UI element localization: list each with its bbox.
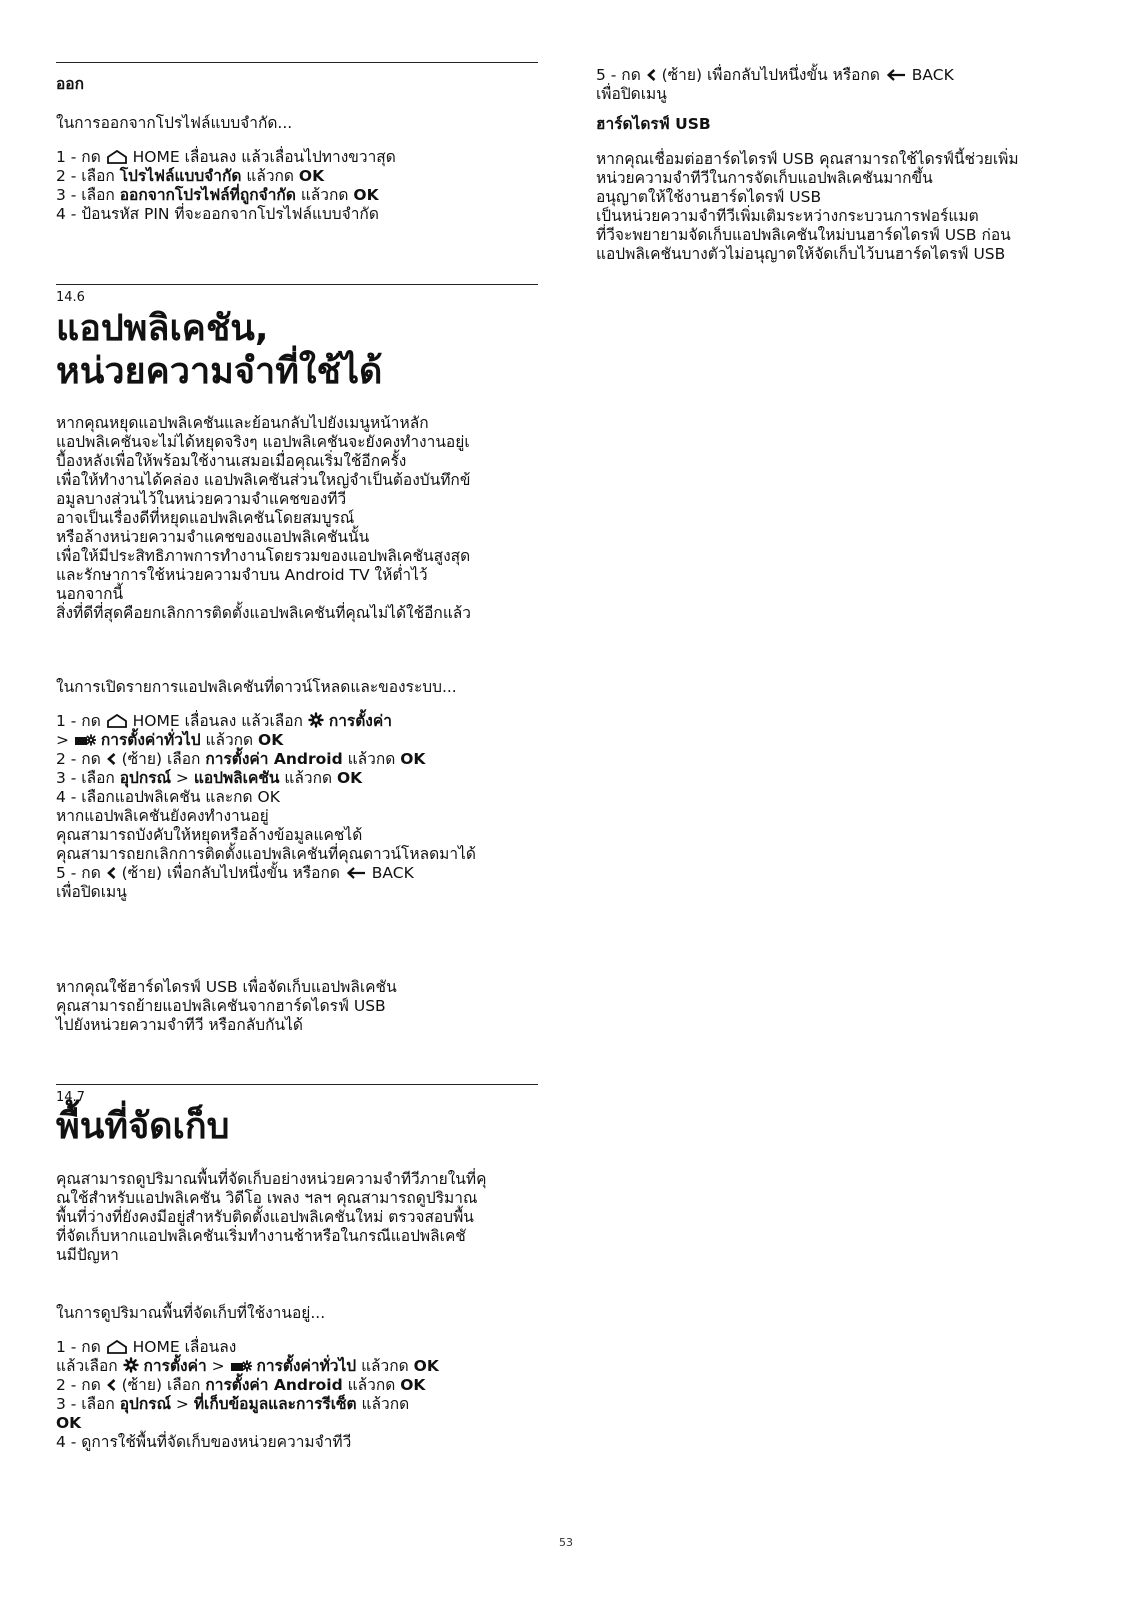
step-text: แล้วกด bbox=[200, 731, 259, 749]
exit-intro: ในการออกจากโปรไฟล์แบบจำกัด... bbox=[56, 114, 293, 132]
storage-step-4: 4 - ดูการใช้พื้นที่จัดเก็บของหน่วยความจำทีวี bbox=[56, 1433, 352, 1451]
apps-step-1-cont bbox=[56, 731, 538, 750]
text-line: เพื่อปิดเมนู bbox=[596, 85, 667, 103]
step-text: 2 - เลือก bbox=[56, 167, 120, 185]
apps-step-3 bbox=[56, 769, 538, 788]
ok-key: OK bbox=[400, 1376, 426, 1394]
menu-option: แอปพลิเคชัน bbox=[193, 769, 280, 787]
storage-step-3 bbox=[56, 1395, 538, 1414]
section-divider bbox=[56, 1084, 538, 1085]
step-text: 1 - กด bbox=[56, 712, 106, 730]
back-arrow-icon bbox=[885, 68, 907, 82]
step-text: แล้วเลือก bbox=[56, 1357, 123, 1375]
ok-key: OK bbox=[413, 1357, 439, 1375]
general-settings-icon bbox=[74, 732, 96, 747]
text-line: แอปพลิเคชันบางตัวไม่อนุญาตให้จัดเก็บไว้บนฮาร์ดไดรฟ์ USB bbox=[596, 245, 1006, 263]
step-text: 1 - กด bbox=[56, 1338, 106, 1356]
step-text: (ซ้าย) เพื่อกลับไปหนึ่งขั้น หรือกด bbox=[116, 864, 345, 882]
storage-step-1-cont bbox=[56, 1357, 538, 1376]
android-settings-label: การตั้งค่า Android bbox=[205, 750, 343, 768]
exit-step-4: 4 - ป้อนรหัส PIN ที่จะออกจากโปรไฟล์แบบจำกัด bbox=[56, 205, 379, 223]
step-text: แล้วกด bbox=[241, 167, 299, 185]
text-line: นอกจากนี้ bbox=[56, 585, 124, 603]
step-text: 3 - เลือก bbox=[56, 1395, 120, 1413]
step-text: แล้วกด bbox=[295, 186, 354, 204]
step-text: แล้วกด bbox=[356, 1357, 414, 1375]
apps-usb-paragraph bbox=[56, 978, 538, 1035]
text-line: สิ่งที่ดีที่สุดคือยกเลิกการติดตั้งแอปพลิเคชันที่คุณไม่ได้ใช้อีกแล้ว bbox=[56, 604, 472, 622]
ok-key: OK bbox=[353, 186, 379, 204]
text-line: ไปยังหน่วยความจำทีวี หรือกลับกันได้ bbox=[56, 1016, 303, 1034]
step-text: แล้วกด bbox=[342, 750, 401, 768]
text-line: อมูลบางส่วนไว้ในหน่วยความจำแคชของทีวี bbox=[56, 490, 347, 508]
apps-step-2 bbox=[56, 750, 538, 769]
exit-heading: ออก bbox=[56, 75, 85, 93]
step-text: BACK bbox=[906, 66, 954, 84]
apps-step-5 bbox=[56, 864, 538, 883]
home-icon bbox=[106, 1339, 128, 1354]
text-line: หากแอปพลิเคชันยังคงทำงานอยู่ bbox=[56, 807, 269, 825]
apps-step-4: 4 - เลือกแอปพลิเคชัน และกด OK bbox=[56, 788, 280, 806]
text-line: คุณสามารถดูปริมาณพื้นที่จัดเก็บอย่างหน่วยความจำทีวีภายในที่คุ bbox=[56, 1170, 487, 1188]
text-line: คุณสามารถยกเลิกการติดตั้งแอปพลิเคชันที่คุณดาวน์โหลดมาได้ bbox=[56, 845, 476, 863]
menu-option: ที่เก็บข้อมูลและการรีเซ็ต bbox=[193, 1395, 357, 1413]
settings-menu-label: การตั้งค่า bbox=[328, 712, 392, 730]
ok-key: OK bbox=[56, 1414, 82, 1432]
step-text: > bbox=[56, 731, 74, 749]
gear-icon bbox=[308, 712, 324, 728]
step-text: 5 - กด bbox=[56, 864, 106, 882]
section-title-line-2: หน่วยความจำที่ใช้ได้ bbox=[56, 351, 383, 392]
exit-step-2 bbox=[56, 167, 538, 186]
usb-drive-paragraph bbox=[596, 150, 1090, 264]
step-text: (ซ้าย) เลือก bbox=[116, 750, 206, 768]
restricted-step-5 bbox=[596, 66, 1090, 104]
exit-step-1 bbox=[56, 148, 538, 167]
section-divider bbox=[56, 284, 538, 285]
step-text: > bbox=[206, 1357, 230, 1375]
menu-option: ออกจากโปรไฟล์ที่ถูกจำกัด bbox=[119, 186, 296, 204]
back-arrow-icon bbox=[345, 866, 367, 880]
text-line: คุณสามารถบังคับให้หยุดหรือล้างข้อมูลแคชได้ bbox=[56, 826, 363, 844]
text-line: ที่จัดเก็บหากแอปพลิเคชันเริ่มทำงานช้าหรือในกรณีแอปพลิเคชั bbox=[56, 1227, 466, 1245]
menu-option: อุปกรณ์ bbox=[119, 769, 171, 787]
ok-key: OK bbox=[336, 769, 363, 787]
text-line: อนุญาตให้ใช้งานฮาร์ดไดรฟ์ USB bbox=[596, 188, 822, 206]
section-title-line-1: แอปพลิเคชัน, bbox=[56, 308, 269, 349]
apps-steps bbox=[56, 712, 538, 902]
text-line: และรักษาการใช้หน่วยความจำบน Android TV ให้ต่ำไว้ bbox=[56, 566, 428, 584]
chevron-left-icon bbox=[106, 866, 117, 880]
step-text: 2 - กด bbox=[56, 750, 106, 768]
section-title: พื้นที่จัดเก็บ bbox=[56, 1106, 230, 1147]
section-divider bbox=[56, 62, 538, 63]
text-line: แอปพลิเคชันจะไม่ได้หยุดจริงๆ แอปพลิเคชันจะยังคงทำงานอยู่เ bbox=[56, 433, 470, 451]
ok-key: OK bbox=[258, 731, 284, 749]
step-text: HOME เลื่อนลง bbox=[127, 1338, 237, 1356]
text-line: นมีปัญหา bbox=[56, 1246, 119, 1264]
step-5 bbox=[596, 66, 1090, 85]
step-text: 3 - เลือก bbox=[56, 186, 120, 204]
text-line: เพื่อปิดเมนู bbox=[56, 883, 127, 901]
storage-step-1 bbox=[56, 1338, 538, 1357]
chevron-left-icon bbox=[646, 68, 657, 82]
general-settings-label: การตั้งค่าทั่วไป bbox=[256, 1357, 357, 1375]
text-line: ที่วีจะพยายามจัดเก็บแอปพลิเคชันใหม่บนฮาร์ดไดรฟ์ USB ก่อน bbox=[596, 226, 1011, 244]
step-text: > bbox=[170, 1395, 194, 1413]
settings-menu-label: การตั้งค่า bbox=[143, 1357, 207, 1375]
step-text: 1 - กด bbox=[56, 148, 106, 166]
ok-key: OK bbox=[298, 167, 325, 185]
step-text: แล้วกด bbox=[356, 1395, 410, 1413]
text-line: เพื่อให้ทำงานได้คล่อง แอปพลิเคชันส่วนใหญ่จำเป็นต้องบันทึกข้ bbox=[56, 471, 471, 489]
text-line: คุณสามารถย้ายแอปพลิเคชันจากฮาร์ดไดรฟ์ USB bbox=[56, 997, 386, 1015]
text-line: หากคุณเชื่อมต่อฮาร์ดไดรฟ์ USB คุณสามารถใช้ไดรฟ์นี้ช่วยเพิ่ม bbox=[596, 150, 1019, 168]
usb-drive-heading: ฮาร์ดไดรฟ์ USB bbox=[596, 115, 711, 133]
section-number: 14.6 bbox=[56, 290, 85, 305]
text-line: หน่วยความจำทีวีในการจัดเก็บแอปพลิเคชันมากขึ้น bbox=[596, 169, 933, 187]
step-text: 2 - กด bbox=[56, 1376, 106, 1394]
home-icon bbox=[106, 149, 128, 164]
menu-option: โปรไฟล์แบบจำกัด bbox=[119, 167, 242, 185]
step-text: BACK bbox=[366, 864, 414, 882]
text-line: หากคุณใช้ฮาร์ดไดรฟ์ USB เพื่อจัดเก็บแอปพลิเคชัน bbox=[56, 978, 397, 996]
text-line: ณใช้สำหรับแอปพลิเคชัน วิดีโอ เพลง ฯลฯ คุณสามารถดูปริมาณ bbox=[56, 1189, 478, 1207]
android-settings-label: การตั้งค่า Android bbox=[205, 1376, 343, 1394]
apps-intro: ในการเปิดรายการแอปพลิเคชันที่ดาวน์โหลดและของระบบ... bbox=[56, 678, 457, 696]
text-line: เพื่อให้มีประสิทธิภาพการทำงานโดยรวมของแอปพลิเคชันสูงสุด bbox=[56, 547, 471, 565]
step-text: HOME เลื่อนลง แล้วเลื่อนไปทางขวาสุด bbox=[127, 148, 396, 166]
storage-step-2 bbox=[56, 1376, 538, 1395]
ok-key: OK bbox=[400, 750, 426, 768]
text-line: เป็นหน่วยความจำทีวีเพิ่มเติมระหว่างกระบวนการฟอร์แมต bbox=[596, 207, 979, 225]
storage-paragraph bbox=[56, 1170, 538, 1265]
step-text: แล้วกด bbox=[279, 769, 337, 787]
text-line: บื้องหลังเพื่อให้พร้อมใช้งานเสมอเมื่อคุณเริ่มใช้อีกครั้ง bbox=[56, 452, 407, 470]
gear-icon bbox=[123, 1357, 139, 1373]
exit-steps bbox=[56, 148, 538, 224]
chevron-left-icon bbox=[106, 752, 117, 766]
general-settings-icon bbox=[230, 1358, 252, 1373]
chevron-left-icon bbox=[106, 1378, 117, 1392]
step-text: > bbox=[170, 769, 194, 787]
storage-intro: ในการดูปริมาณพื้นที่จัดเก็บที่ใช้งานอยู่... bbox=[56, 1304, 326, 1322]
storage-steps bbox=[56, 1338, 538, 1452]
step-text: HOME เลื่อนลง แล้วเลือก bbox=[127, 712, 308, 730]
step-text: 3 - เลือก bbox=[56, 769, 120, 787]
text-line: หรือล้างหน่วยความจำแคชของแอปพลิเคชันนั้น bbox=[56, 528, 370, 546]
general-settings-label: การตั้งค่าทั่วไป bbox=[100, 731, 201, 749]
page-number: 53 bbox=[559, 1536, 573, 1549]
apps-step-1 bbox=[56, 712, 538, 731]
section-number: 14.7 bbox=[56, 1090, 85, 1105]
apps-paragraph bbox=[56, 414, 538, 623]
step-text: (ซ้าย) เลือก bbox=[116, 1376, 206, 1394]
text-line: หากคุณหยุดแอปพลิเคชันและย้อนกลับไปยังเมนูหน้าหลัก bbox=[56, 414, 429, 432]
step-text: 5 - กด bbox=[596, 66, 646, 84]
menu-option: อุปกรณ์ bbox=[119, 1395, 171, 1413]
step-text: แล้วกด bbox=[342, 1376, 401, 1394]
text-line: อาจเป็นเรื่องดีที่หยุดแอปพลิเคชันโดยสมบูรณ์ bbox=[56, 509, 355, 527]
home-icon bbox=[106, 713, 128, 728]
exit-step-3 bbox=[56, 186, 538, 205]
text-line: พื้นที่ว่างที่ยังคงมีอยู่สำหรับติดตั้งแอปพลิเคชันใหม่ ตรวจสอบพื้น bbox=[56, 1208, 474, 1226]
step-text: (ซ้าย) เพื่อกลับไปหนึ่งขั้น หรือกด bbox=[656, 66, 885, 84]
